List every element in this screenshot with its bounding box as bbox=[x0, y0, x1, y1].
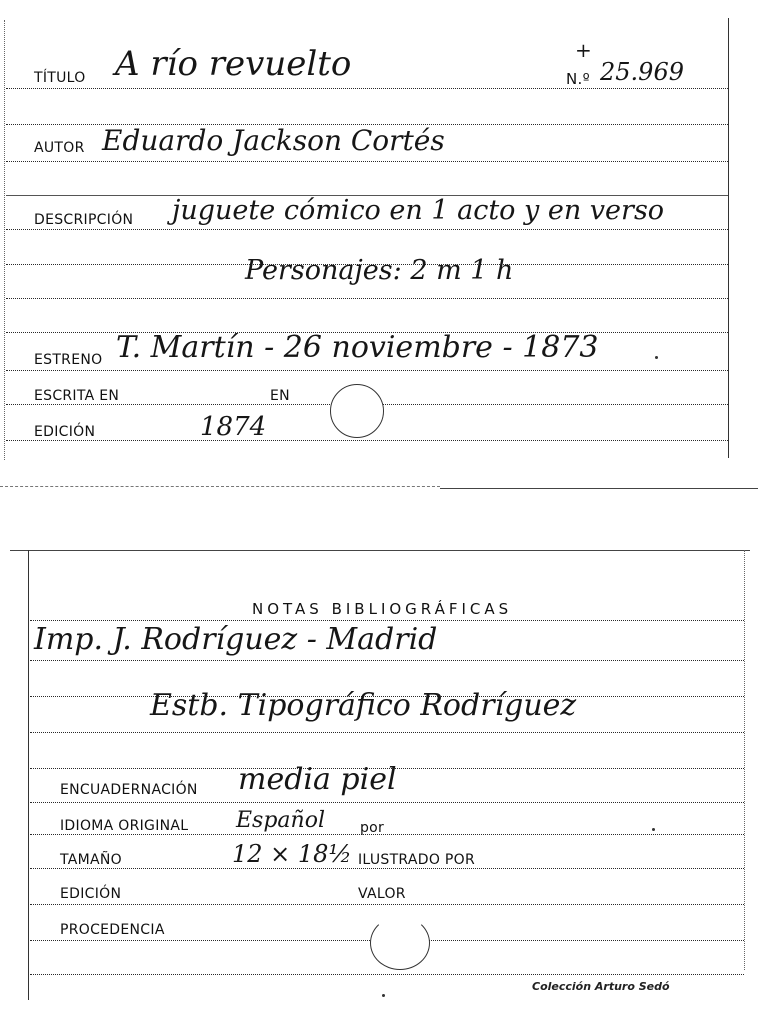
note-line-2: Estb. Tipográfico Rodríguez bbox=[150, 688, 577, 723]
tamano-value: 12 × 18½ bbox=[232, 840, 352, 868]
titulo-label: TÍTULO bbox=[34, 70, 86, 86]
procedencia-label: PROCEDENCIA bbox=[60, 922, 165, 938]
numero-value: 25.969 bbox=[600, 58, 684, 86]
rule-line bbox=[30, 868, 744, 869]
descripcion-value-line2: Personajes: 2 m 1 h bbox=[245, 255, 514, 286]
rule-line bbox=[6, 298, 728, 299]
rule-line bbox=[30, 834, 744, 835]
edicion-label: EDICIÓN bbox=[34, 424, 96, 440]
por-label: por bbox=[360, 820, 385, 836]
card-top-edge bbox=[10, 550, 750, 551]
ink-speck bbox=[655, 356, 658, 359]
descripcion-value: juguete cómico en 1 acto y en verso bbox=[172, 195, 665, 226]
ink-speck bbox=[652, 828, 655, 831]
rule-line bbox=[6, 229, 728, 230]
card-bottom-left-border bbox=[28, 550, 29, 1000]
edicion-label: EDICIÓN bbox=[60, 886, 122, 902]
encuadernacion-label: ENCUADERNACIÓN bbox=[60, 782, 198, 798]
ink-speck bbox=[382, 994, 385, 997]
note-line-1: Imp. J. Rodríguez - Madrid bbox=[34, 622, 438, 657]
collection-credit: Colección Arturo Sedó bbox=[532, 980, 670, 993]
idioma-original-value: Español bbox=[236, 808, 325, 833]
rule-line bbox=[30, 732, 744, 733]
rule-line bbox=[6, 88, 728, 89]
valor-label: VALOR bbox=[358, 886, 406, 902]
catalog-card-bottom bbox=[0, 520, 759, 1028]
autor-value: Eduardo Jackson Cortés bbox=[102, 124, 445, 157]
card-bottom-edge bbox=[0, 486, 440, 487]
titulo-value: A río revuelto bbox=[115, 44, 352, 84]
catalog-card-top bbox=[0, 0, 759, 500]
autor-label: AUTOR bbox=[34, 140, 85, 156]
escrita-en-label: ESCRITA EN bbox=[34, 388, 120, 404]
card-top-right-border bbox=[728, 18, 729, 458]
idioma-original-label: IDIOMA ORIGINAL bbox=[60, 818, 189, 834]
descripcion-label: DESCRIPCIÓN bbox=[34, 212, 134, 228]
en-label: EN bbox=[270, 388, 290, 404]
estreno-value: T. Martín - 26 noviembre - 1873 bbox=[116, 330, 599, 365]
notas-heading: NOTAS BIBLIOGRÁFICAS bbox=[252, 600, 513, 618]
cross-mark: + bbox=[575, 38, 592, 62]
edicion-value: 1874 bbox=[200, 412, 267, 442]
rule-line bbox=[30, 974, 744, 975]
encuadernacion-value: media piel bbox=[238, 762, 397, 797]
card-bottom-edge bbox=[440, 488, 758, 489]
ilustrado-por-label: ILUSTRADO POR bbox=[358, 852, 475, 868]
numero-label: N.º bbox=[566, 70, 590, 88]
rule-line bbox=[6, 161, 728, 162]
punch-hole bbox=[370, 916, 430, 970]
rule-line bbox=[6, 370, 728, 371]
rule-line bbox=[30, 904, 744, 905]
rule-line bbox=[6, 440, 728, 441]
rule-line bbox=[30, 660, 744, 661]
card-top-left-border bbox=[4, 20, 5, 460]
rule-line bbox=[30, 802, 744, 803]
rule-line bbox=[30, 620, 744, 621]
estreno-label: ESTRENO bbox=[34, 352, 103, 368]
tamano-label: TAMAÑO bbox=[60, 852, 122, 868]
punch-hole bbox=[330, 384, 384, 438]
card-bottom-right-border bbox=[744, 550, 745, 970]
